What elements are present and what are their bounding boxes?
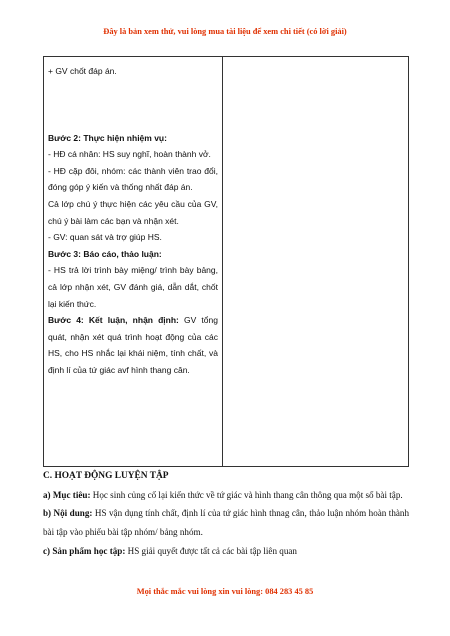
teacher-student-activity-cell	[44, 57, 223, 467]
content-label: b) Nội dung:	[43, 508, 93, 519]
objective-paragraph	[43, 486, 409, 505]
product-paragraph	[43, 542, 409, 561]
step2-gv-observe: - GV: quan sát và trợ giúp HS.	[48, 232, 162, 243]
product-text: HS giải quyết được tất cả các bài tập liên quan	[125, 545, 297, 556]
content-text: HS vận dụng tính chất, định lí của tứ giác hình thnag cân, thảo luận nhóm hoàn thành bài tập vào phiếu bài tập nhóm/ bảng nhóm.	[43, 508, 409, 538]
step2-pair-group: - HĐ cặp đôi, nhóm: các thành viên trao đổi, đóng góp ý kiến và thống nhất đáp án.	[48, 165, 218, 193]
step2-class: Cả lớp chú ý thực hiện các yêu cầu của GV, chú ý bài làm các bạn và nhận xét.	[48, 198, 218, 226]
gv-chot-line: + GV chốt đáp án.	[48, 66, 117, 76]
preview-notice-banner: Đây là bản xem thử, vui lòng mua tài liệu để xem chi tiết (có lời giải)	[103, 27, 347, 36]
contact-banner: Mọi thắc mắc vui lòng xin vui lòng: 084 283 45 85	[136, 587, 314, 596]
content-paragraph	[43, 504, 409, 541]
step4-text: GV tổng quát, nhận xét quá trình hoạt động của các HS, cho HS nhắc lại khái niệm, tính chất, và định lí của tứ giác avf hình thang cân.	[48, 315, 218, 375]
objective-text: Học sinh củng cố lại kiến thức về tứ giác và hình thang cân thông qua một số bài tập.	[90, 489, 403, 500]
step3-title: Bước 3: Báo cáo, thảo luận:	[48, 248, 162, 259]
objective-label: a) Mục tiêu:	[43, 489, 91, 500]
lesson-table	[43, 56, 409, 467]
section-c-heading: C. HOẠT ĐỘNG LUYỆN TẬP	[43, 471, 169, 481]
step3-report: - HS trả lời trình bày miệng/ trình bày bảng, cả lớp nhận xét, GV đánh giá, dẫn dắt, chốt lại kiến thức.	[48, 265, 218, 309]
step4-title: Bước 4: Kết luận, nhận định:	[48, 315, 179, 326]
product-cell	[223, 57, 409, 467]
step4-paragraph	[48, 312, 218, 378]
step2-individual: - HĐ cá nhân: HS suy nghĩ, hoàn thành vở.	[48, 149, 211, 160]
product-label: c) Sản phẩm học tập:	[43, 545, 126, 556]
practice-section	[43, 467, 409, 561]
step2-title: Bước 2: Thực hiện nhiệm vụ:	[48, 132, 167, 143]
